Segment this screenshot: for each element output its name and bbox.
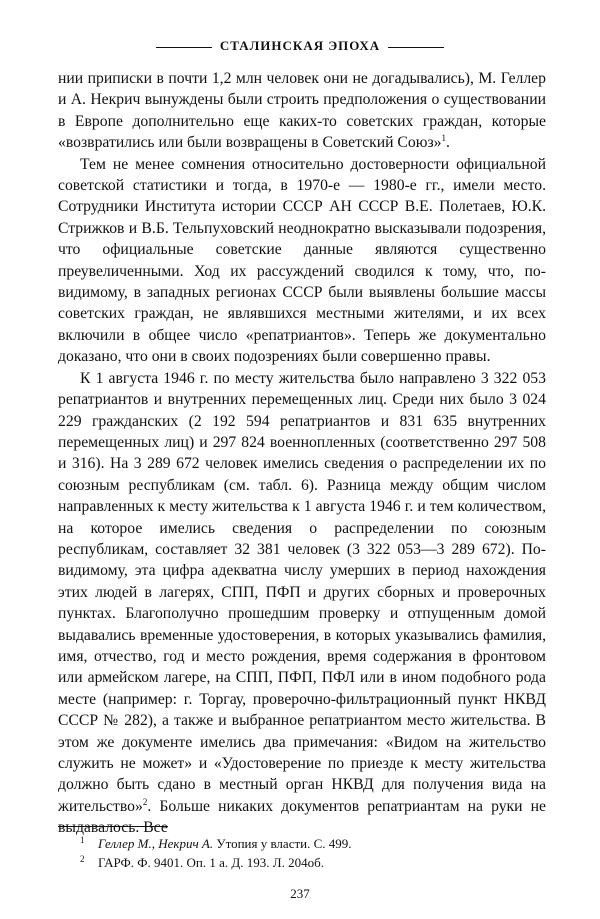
footnote-text: ГАРФ. Ф. 9401. Оп. 1 а. Д. 193. Л. 204об. [98, 855, 324, 870]
footnote-authors: Геллер М., Некрич А. [98, 836, 214, 851]
paragraph-1 [58, 68, 546, 154]
footnote-ref: 2 [142, 796, 148, 807]
header-rule-right [388, 47, 444, 48]
paragraph-tail: . Больше никаких документов репатриантам на руки не выдавалось. Все [58, 797, 546, 837]
paragraph-tail: . [446, 134, 450, 152]
main-text [58, 68, 546, 839]
footnote-separator [58, 826, 168, 827]
paragraph-2 [58, 154, 546, 368]
page-number: 237 [290, 886, 310, 901]
running-header [0, 38, 600, 54]
paragraph-text: Тем не менее сомнения относительно достоверности официальной советской статистики и тогда, в 1970-е — 1980-е гг., имели место. Сотрудники Института истории СССР АН СССР В.Е. Полетаев, Ю.К. Стрижков и В.Б. Тельпуховский неоднократно высказывали подозрения, что официальные советские данные являются существенно преувеличенными. Ход их рассуждений сводился к тому, что, по-видимому, в западных регионах СССР были выявлены большие массы советских граждан, не являвшихся местными жителями, и их всех включили в общее число «репатриантов». Теперь же документально доказано, что они в своих подозрениях были совершенно правы. [58, 155, 546, 366]
footnote-2: 2 ГАРФ. Ф. 9401. Оп. 1 а. Д. 193. Л. 204об. [80, 853, 324, 870]
footnote-ref: 1 [441, 132, 446, 143]
header-rule-left [156, 47, 212, 48]
paragraph-text: К 1 августа 1946 г. по месту жительства было направлено 3 322 053 репатриантов и внутренних перемещенных лиц. Среди них было 3 024 229 гражданских (2 192 594 репатриантов и 831 635 внутренних перемещенных лиц) и 297 824 военнопленных (соответственно 297 508 и 316). На 3 289 672 человек имелись сведения о распределении их по союзным республикам (см. табл. 6). Разница между общим числом направленных к месту жительства к 1 августа 1946 г. и тем количеством, на которое имелись сведения о распределении по союзным республикам, составляет 32 381 человек (3 322 053—3 289 672). По-видимому, эта цифра адекватна числу умерших в период нахождения этих людей в лагерях, СПП, ПФП и других сборных и проверочных пунктах. Благополучно прошедшим проверку и отпущенным домой выдавались временные удостоверения, в которых указывались фамилия, имя, отчество, год и место рождения, время содержания в фронтовом или армейском лагере, на СПП, ПФП, ПФЛ или в ином подобного рода месте (например: г. Торгау, проверочно-фильтрационный пункт НКВД СССР № 282), а также и выбранное репатриантом место жительства. В этом же документе имелись два примечания: «Видом на жительство служить не может» и «Удостоверение по приезде к месту жительства должно быть сдано в местный орган НКВД для получения вида на жительство» [58, 369, 546, 815]
footnote-1: 1 Геллер М., Некрич А. Утопия у власти. С. 499. [80, 834, 352, 851]
header-title: СТАЛИНСКАЯ ЭПОХА [219, 38, 381, 53]
paragraph-text: нии приписки в почти 1,2 млн человек они не догадывались), М. Геллер и А. Некрич вынуждены были строить предположения о существовании в Европе дополнительно еще каких-то советских граждан, которые «возвратились или были возвращены в Советский Союз» [58, 70, 546, 152]
paragraph-3 [58, 368, 546, 839]
footnotes [80, 834, 540, 872]
footnote-text: Утопия у власти. С. 499. [213, 836, 352, 851]
